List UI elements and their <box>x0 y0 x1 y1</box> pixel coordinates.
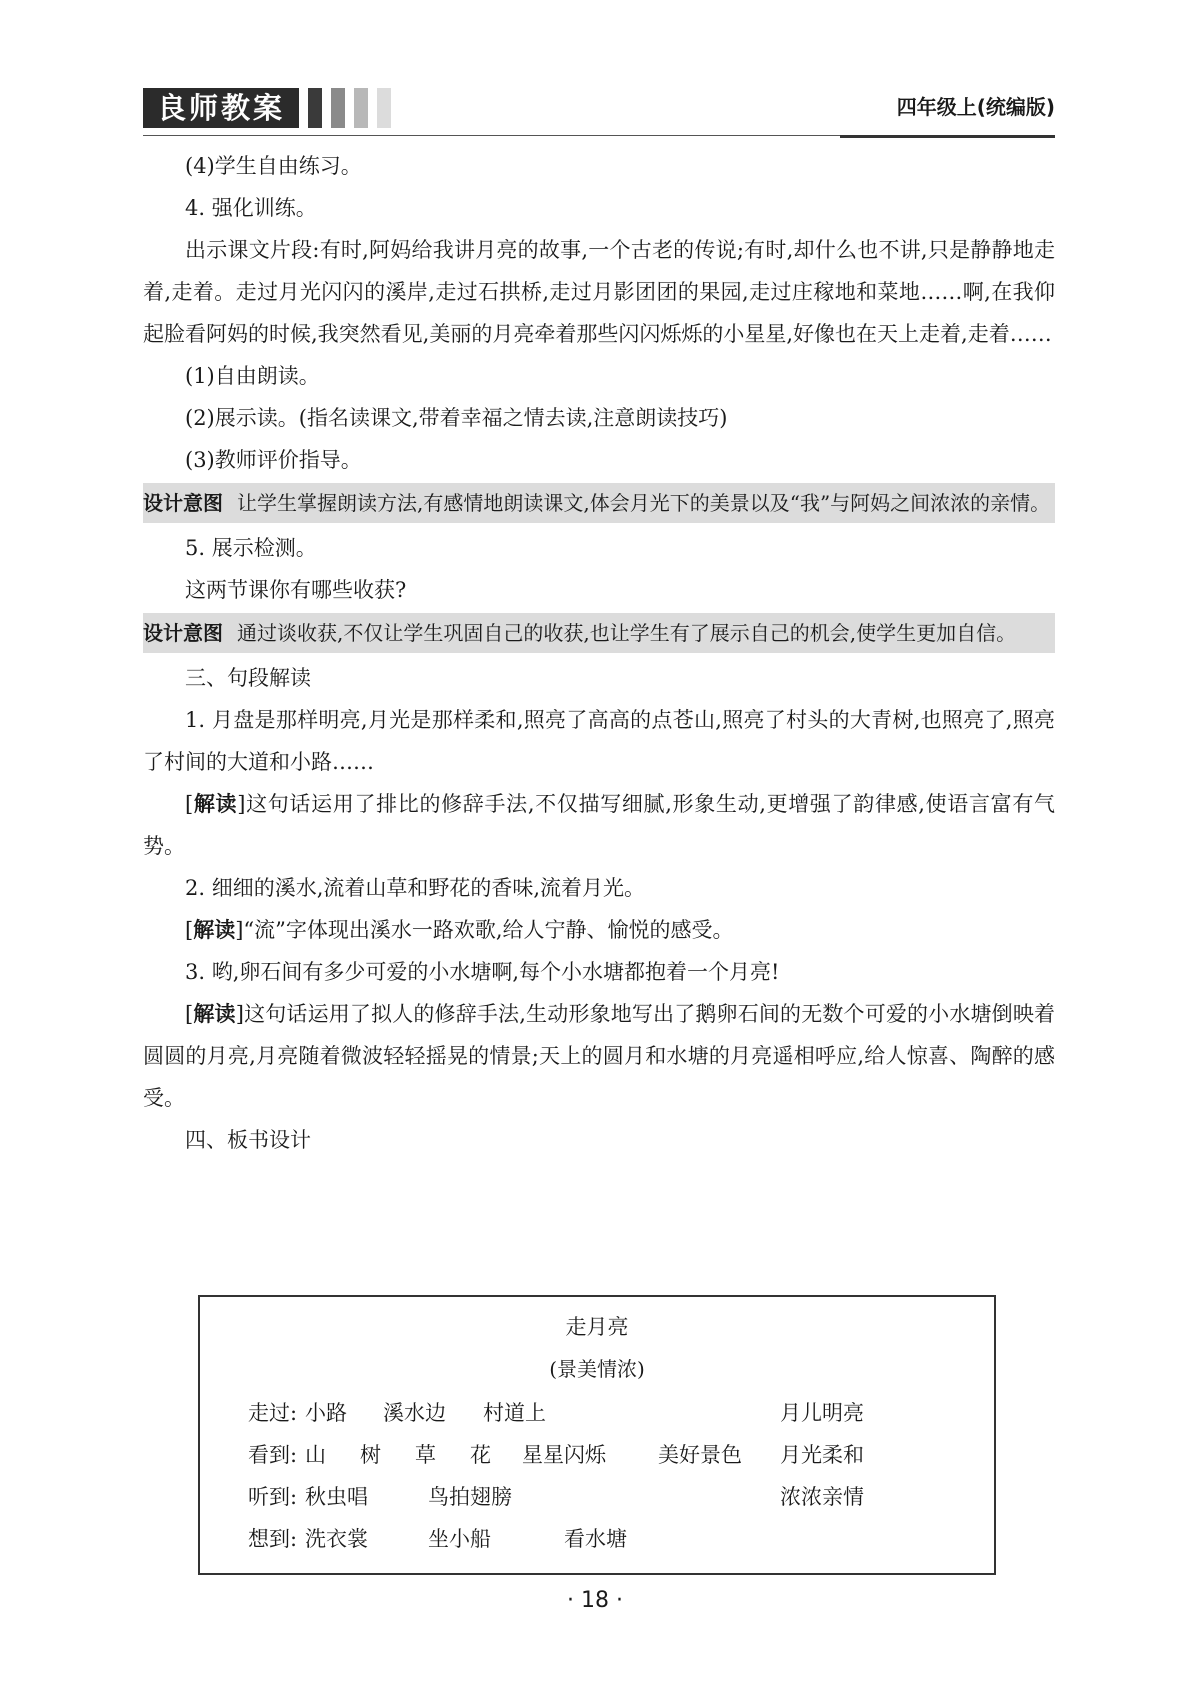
board-row-label: 想到: <box>248 1527 298 1551</box>
section-heading: 四、板书设计 <box>185 1128 311 1152</box>
analysis-paragraph: [解读]这句话运用了拟人的修辞手法,生动形象地写出了鹅卵石间的无数个可爱的小水塘倒映着圆圆的月亮,月亮随着微波轻轻摇晃的情景;天上的圆月和水塘的月亮遥相呼应,给人惊喜、陶醉的感受。 <box>143 1002 1056 1110</box>
board-item: 花 <box>470 1443 491 1467</box>
paragraph: 4. 强化训练。 <box>185 196 317 220</box>
board-item: 鸟拍翅膀 <box>428 1485 512 1509</box>
design-intent-label: 设计意图 <box>143 491 223 515</box>
grade-label: 四年级上(统编版) <box>896 95 1055 119</box>
board-item: 树 <box>360 1443 381 1467</box>
main-content <box>143 145 1055 1161</box>
paragraph: 出示课文片段:有时,阿妈给我讲月亮的故事,一个古老的传说;有时,却什么也不讲,只是静静地走着,走着。走过月光闪闪的溪岸,走过石拱桥,走过月影团团的果园,走过庄稼地和菜地……啊,在我仰起脸看阿妈的时候,我突然看见,美丽的月亮牵着那些闪闪烁烁的小星星,好像也在天上走着,走着…… <box>143 238 1055 346</box>
board-summary: 浓浓亲情 <box>780 1485 864 1509</box>
page-number: · 18 · <box>567 1588 623 1613</box>
paragraph: (2)展示读。(指名读课文,带着幸福之情去读,注意朗读技巧) <box>185 406 728 430</box>
board-subtitle: (景美情浓) <box>549 1357 645 1381</box>
board-middle: 美好景色 <box>658 1443 742 1467</box>
board-row-label: 走过: <box>248 1401 298 1425</box>
board-item: 看水塘 <box>564 1527 627 1551</box>
paragraph: 这两节课你有哪些收获? <box>185 578 407 602</box>
paragraph: (4)学生自由练习。 <box>185 154 362 178</box>
analysis-label: 解读 <box>193 918 236 942</box>
analysis-text: 这句话运用了拟人的修辞手法,生动形象地写出了鹅卵石间的无数个可爱的小水塘倒映着圆圆的月亮,月亮随着微波轻轻摇晃的情景;天上的圆月和水塘的月亮遥相呼应,给人惊喜、陶醉的感受。 <box>143 1002 1056 1110</box>
sentence-paragraph: 1. 月盘是那样明亮,月光是那样柔和,照亮了高高的点苍山,照亮了村头的大青树,也照亮了,照亮了村间的大道和小路…… <box>143 708 1055 774</box>
header-divider-accent <box>840 135 1055 138</box>
board-item: 星星闪烁 <box>522 1443 606 1467</box>
board-summary: 月儿明亮 <box>780 1401 864 1425</box>
analysis-paragraph: [解读]这句话运用了排比的修辞手法,不仅描写细腻,形象生动,更增强了韵律感,使语言富有气势。 <box>143 792 1055 858</box>
decorative-bar <box>308 88 322 128</box>
board-item: 小路 <box>305 1401 347 1425</box>
design-intent-box <box>143 483 1055 523</box>
design-intent-text: 通过谈收获,不仅让学生巩固自己的收获,也让学生有了展示自己的机会,使学生更加自信。 <box>237 621 1017 645</box>
design-intent-label: 设计意图 <box>143 621 223 645</box>
board-row-label: 听到: <box>248 1485 298 1509</box>
analysis-label: 解读 <box>193 1002 236 1026</box>
design-intent-text: 让学生掌握朗读方法,有感情地朗读课文,体会月光下的美景以及“我”与阿妈之间浓浓的亲情。 <box>237 491 1051 515</box>
analysis-text: “流”字体现出溪水一路欢歌,给人宁静、愉悦的感受。 <box>243 918 734 942</box>
analysis-paragraph: [解读]“流”字体现出溪水一路欢歌,给人宁静、愉悦的感受。 <box>185 918 734 942</box>
sentence-paragraph: 2. 细细的溪水,流着山草和野花的香味,流着月光。 <box>185 876 646 900</box>
decorative-bar <box>331 88 345 128</box>
brand-logo: 良师教案 <box>143 88 299 128</box>
board-item: 溪水边 <box>383 1401 446 1425</box>
board-item: 草 <box>415 1443 436 1467</box>
analysis-label: 解读 <box>193 792 238 816</box>
page-header <box>143 88 1055 136</box>
paragraph: (3)教师评价指导。 <box>185 448 362 472</box>
board-item: 洗衣裳 <box>305 1527 368 1551</box>
paragraph: (1)自由朗读。 <box>185 364 320 388</box>
board-design-box <box>198 1295 996 1575</box>
paragraph: 5. 展示检测。 <box>185 536 317 560</box>
board-item: 秋虫唱 <box>305 1485 368 1509</box>
design-intent-box <box>143 613 1055 653</box>
board-title: 走月亮 <box>565 1315 629 1339</box>
analysis-text: 这句话运用了排比的修辞手法,不仅描写细腻,形象生动,更增强了韵律感,使语言富有气势。 <box>143 792 1055 858</box>
board-item: 山 <box>305 1443 326 1467</box>
board-summary: 月光柔和 <box>780 1443 864 1467</box>
sentence-paragraph: 3. 哟,卵石间有多少可爱的小水塘啊,每个小水塘都抱着一个月亮! <box>185 960 780 984</box>
decorative-bar <box>377 88 391 128</box>
section-heading: 三、句段解读 <box>185 666 311 690</box>
board-item: 坐小船 <box>428 1527 491 1551</box>
decorative-bar <box>354 88 368 128</box>
board-row-label: 看到: <box>248 1443 298 1467</box>
board-item: 村道上 <box>483 1401 546 1425</box>
